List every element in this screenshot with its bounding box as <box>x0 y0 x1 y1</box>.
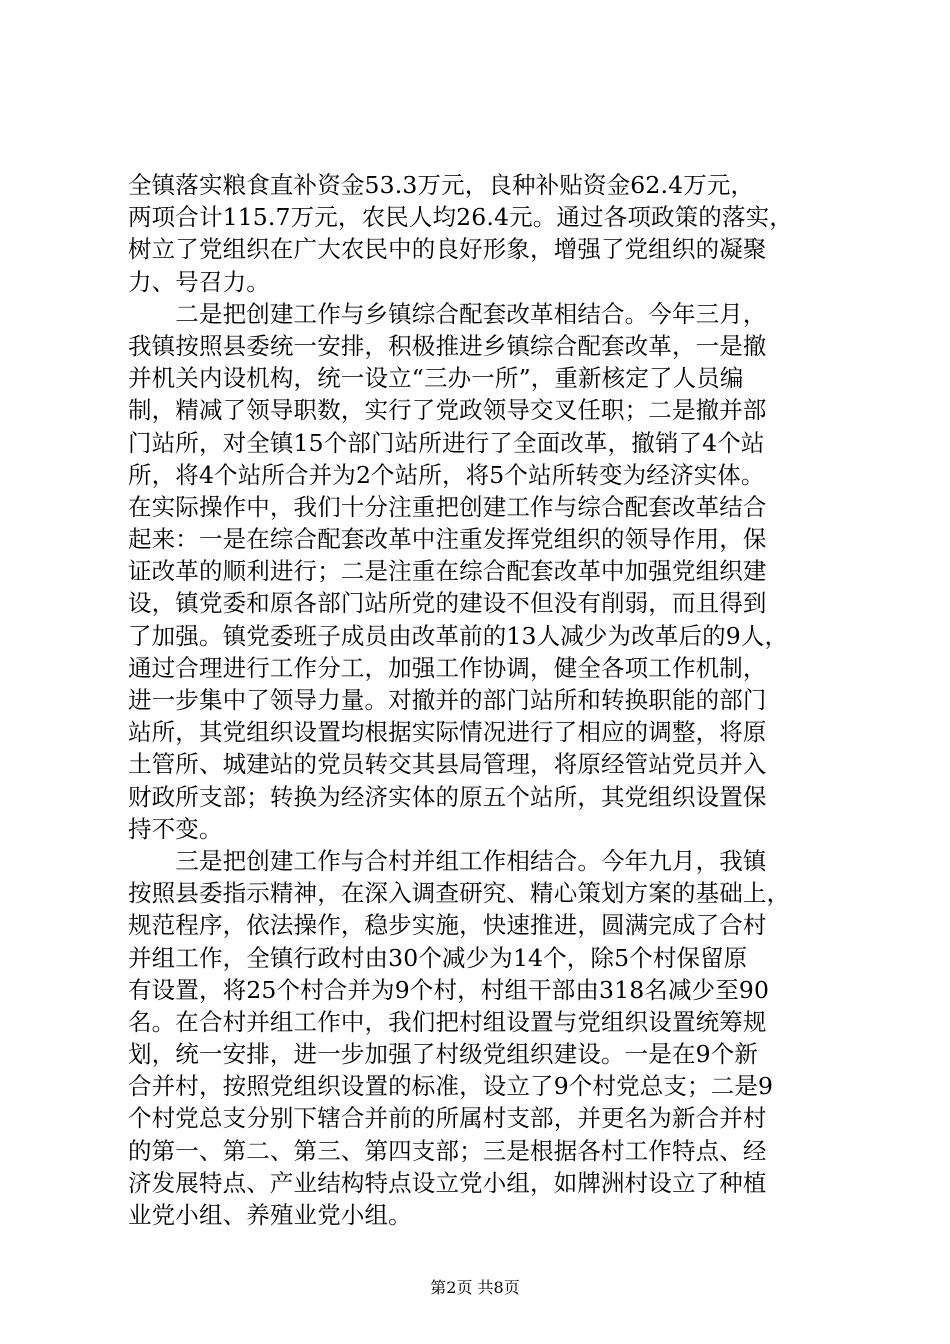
text-line: 规范程序，依法操作，稳步实施，快速推进，圆满完成了合村 <box>128 911 767 940</box>
text-line: 两项合计115.7万元，农民人均26.4元。通过各项政策的落实， <box>128 203 793 232</box>
text-line: 并机关内设机构，统一设立“三办一所”，重新核定了人员编 <box>128 364 744 393</box>
text-line: 财政所支部；转换为经济实体的原五个站所，其党组织设置保 <box>128 782 767 811</box>
text-line: 起来：一是在综合配套改革中注重发挥党组织的领导作用，保 <box>128 525 767 554</box>
document-body <box>128 169 828 1231</box>
text-line: 了加强。镇党委班子成员由改革前的13人减少为改革后的9人， <box>128 621 789 650</box>
text-line: 合并村，按照党组织设置的标准，设立了9个村党总支；二是9 <box>128 1072 774 1101</box>
text-line: 的第一、第二、第三、第四支部；三是根据各村工作特点、经 <box>128 1136 767 1165</box>
text-line: 名。在合村并组工作中，我们把村组设置与党组织设置统筹规 <box>128 1007 767 1036</box>
text-line: 设，镇党委和原各部门站所党的建设不但没有削弱，而且得到 <box>128 589 767 618</box>
text-line: 力、号召力。 <box>128 267 270 296</box>
text-line: 个村党总支分别下辖合并前的所属村支部，并更名为新合并村 <box>128 1104 767 1133</box>
text-line: 有设置，将25个村合并为9个村，村组干部由318名减少至90 <box>128 975 770 1004</box>
text-line: 所，将4个站所合并为2个站所，将5个站所转变为经济实体。 <box>128 460 765 489</box>
text-line: 并组工作，全镇行政村由30个减少为14个，除5个村保留原 <box>128 943 748 972</box>
text-line: 在实际操作中，我们十分注重把创建工作与综合配套改革结合 <box>128 492 767 521</box>
text-line: 证改革的顺利进行；二是注重在综合配套改革中加强党组织建 <box>128 557 767 586</box>
text-line: 制，精减了领导职数，实行了党政领导交叉任职；二是撤并部 <box>128 396 767 425</box>
page-footer <box>0 1278 950 1298</box>
text-line: 三是把创建工作与合村并组工作相结合。今年九月，我镇 <box>128 846 767 875</box>
text-line: 全镇落实粮食直补资金53.3万元，良种补贴资金62.4万元， <box>128 171 755 199</box>
text-line: 持不变。 <box>128 814 223 843</box>
text-line: 土管所、城建站的党员转交其县局管理，将原经管站党员并入 <box>128 750 767 779</box>
text-line: 进一步集中了领导力量。对撤并的部门站所和转换职能的部门 <box>128 686 767 714</box>
text-line: 站所，其党组织设置均根据实际情况进行了相应的调整，将原 <box>128 718 767 747</box>
text-line: 济发展特点、产业结构特点设立党小组，如牌洲村设立了种植 <box>128 1168 767 1197</box>
text-line: 按照县委指示精神，在深入调查研究、精心策划方案的基础上， <box>128 879 791 908</box>
text-line: 二是把创建工作与乡镇综合配套改革相结合。今年三月， <box>128 299 767 328</box>
text-line: 业党小组、养殖业党小组。 <box>128 1201 412 1229</box>
text-line: 树立了党组织在广大农民中的良好形象，增强了党组织的凝聚 <box>128 235 767 264</box>
text-line: 门站所，对全镇15个部门站所进行了全面改革，撤销了4个站 <box>128 428 765 457</box>
page-number: 第2页 共8页 <box>430 1278 520 1297</box>
text-line: 通过合理进行工作分工，加强工作协调，健全各项工作机制， <box>128 653 767 682</box>
text-line: 我镇按照县委统一安排，积极推进乡镇综合配套改革，一是撤 <box>128 331 767 360</box>
text-line: 划，统一安排，进一步加强了村级党组织建设。一是在9个新 <box>128 1040 759 1069</box>
